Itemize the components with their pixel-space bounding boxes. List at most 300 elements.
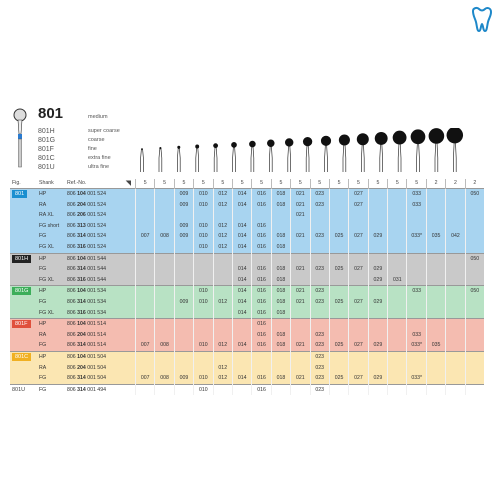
size-cell: 016 <box>252 319 271 330</box>
size-cell: 018 <box>271 297 290 308</box>
table-header-row <box>10 179 484 189</box>
size-cell <box>407 384 426 395</box>
bur-size-icon <box>195 145 199 172</box>
figure-badge: 801G <box>12 287 31 295</box>
ref-part: 001 514 <box>85 331 106 338</box>
pack-quantity: 5 <box>271 179 290 189</box>
size-cell <box>155 308 174 319</box>
size-cell <box>368 200 387 211</box>
size-cell <box>329 308 348 319</box>
fig-cell <box>10 308 39 319</box>
shank-header: Shank <box>39 179 67 189</box>
size-cell: 014 <box>232 308 251 319</box>
size-cell: 018 <box>271 330 290 341</box>
size-cell <box>349 351 368 362</box>
table-row <box>10 373 484 384</box>
size-cell: 007 <box>136 231 155 242</box>
size-cell <box>465 340 484 351</box>
pack-quantity: 5 <box>388 179 407 189</box>
size-cell <box>291 253 310 264</box>
size-cell: 010 <box>194 286 213 297</box>
size-cell: 021 <box>291 297 310 308</box>
pack-icon: ◥ <box>125 180 131 187</box>
ref-part: 806 <box>67 212 78 219</box>
size-cell <box>136 319 155 330</box>
size-cell: 029 <box>368 297 387 308</box>
ref-part: 001 544 <box>85 266 106 273</box>
size-cell: 009 <box>174 221 193 232</box>
size-cell <box>155 189 174 200</box>
size-cell <box>329 221 348 232</box>
pack-quantity: 5 <box>368 179 387 189</box>
pack-quantity: 5 <box>329 179 348 189</box>
size-cell <box>426 242 445 253</box>
size-cell: 010 <box>194 297 213 308</box>
size-cell: 016 <box>252 189 271 200</box>
size-cell <box>446 242 465 253</box>
size-cell: 021 <box>291 286 310 297</box>
bur-size-icon <box>411 129 426 172</box>
size-cell: 009 <box>174 189 193 200</box>
size-cell: 012 <box>213 363 232 374</box>
ref-part: 314 <box>77 375 86 382</box>
bur-size-icon <box>267 140 275 173</box>
size-cell: 050 <box>465 189 484 200</box>
ref-part: 316 <box>77 276 86 283</box>
size-cell <box>136 308 155 319</box>
size-cell <box>407 242 426 253</box>
size-cell: 010 <box>194 200 213 211</box>
shank-cell: FG <box>39 233 47 240</box>
size-cell <box>368 319 387 330</box>
size-cell: 016 <box>252 330 271 341</box>
fig-cell <box>10 319 39 330</box>
size-cell <box>291 242 310 253</box>
size-cell <box>232 351 251 362</box>
size-cell <box>349 363 368 374</box>
shank-cell: HP <box>39 351 67 362</box>
ref-part: 806 <box>67 191 78 197</box>
size-cell <box>465 264 484 275</box>
size-cell: 014 <box>232 231 251 242</box>
size-cell <box>291 275 310 286</box>
size-cell <box>388 319 407 330</box>
size-cell: 016 <box>252 231 271 242</box>
size-cell: 014 <box>232 200 251 211</box>
size-cell <box>388 253 407 264</box>
size-cell <box>194 275 213 286</box>
size-cell: 016 <box>252 242 271 253</box>
size-cell: 016 <box>252 200 271 211</box>
size-cell <box>368 253 387 264</box>
variant-desc: extra fine <box>88 155 111 161</box>
size-cell: 009 <box>174 200 193 211</box>
default-grit: medium <box>88 114 108 120</box>
table-row <box>10 319 484 330</box>
size-cell <box>155 253 174 264</box>
size-cell <box>388 351 407 362</box>
size-cell <box>407 210 426 221</box>
shank-cell: FG <box>39 342 47 349</box>
ref-part: 314 <box>77 386 86 393</box>
size-cell: 021 <box>291 189 310 200</box>
size-cell <box>232 384 251 395</box>
size-cell: 033* <box>407 373 426 384</box>
pack-quantity: 5 <box>174 179 193 189</box>
table-row <box>10 308 484 319</box>
size-cell <box>155 297 174 308</box>
size-cell <box>426 330 445 341</box>
table-row <box>10 297 484 308</box>
table-row <box>10 242 484 253</box>
size-cell <box>291 221 310 232</box>
size-cell: 008 <box>155 340 174 351</box>
shank-cell: RA XL <box>39 212 54 219</box>
size-cell <box>174 308 193 319</box>
size-cell <box>446 373 465 384</box>
ref-part: 104 <box>77 353 86 360</box>
size-cell <box>349 308 368 319</box>
size-cell <box>213 264 232 275</box>
variant-code: 801C <box>38 155 55 162</box>
shank-cell: HP <box>39 286 67 297</box>
variant-desc: fine <box>88 146 97 152</box>
fig-cell <box>10 264 39 275</box>
size-cell <box>426 210 445 221</box>
size-cell <box>232 319 251 330</box>
pack-quantity: 5 <box>252 179 271 189</box>
size-cell <box>368 330 387 341</box>
table-row <box>10 340 484 351</box>
ref-part: 001 534 <box>85 298 106 305</box>
ref-part: 316 <box>77 309 86 316</box>
size-cell <box>465 297 484 308</box>
size-cell <box>368 363 387 374</box>
size-cell <box>155 351 174 362</box>
size-cell <box>136 242 155 253</box>
variant-desc: ultra fine <box>88 164 110 170</box>
ref-part: 314 <box>77 298 86 305</box>
size-cell <box>329 384 348 395</box>
size-cell: 023 <box>310 363 329 374</box>
figure-badge: 801H <box>12 255 31 263</box>
size-cell <box>426 275 445 286</box>
size-cell <box>136 264 155 275</box>
ref-part: 806 <box>67 243 78 250</box>
size-cell: 016 <box>252 297 271 308</box>
size-cell <box>407 351 426 362</box>
size-cell <box>407 363 426 374</box>
size-cell: 029 <box>368 231 387 242</box>
ref-part: 204 <box>77 201 86 208</box>
size-cell <box>155 330 174 341</box>
size-cell <box>232 330 251 341</box>
size-cell <box>252 210 271 221</box>
product-code: 801 <box>38 105 64 122</box>
variant-code: 801F <box>38 146 54 153</box>
bur-size-icon <box>339 134 350 172</box>
size-cell: 014 <box>232 275 251 286</box>
size-cell <box>329 189 348 200</box>
size-cell <box>329 242 348 253</box>
ref-cell <box>67 363 136 374</box>
size-cell <box>465 384 484 395</box>
size-cell <box>213 210 232 221</box>
ref-part: 001 524 <box>85 191 106 197</box>
size-cell: 016 <box>252 308 271 319</box>
ref-part: 206 <box>77 212 86 219</box>
table-row <box>10 286 484 297</box>
size-cell <box>349 242 368 253</box>
size-cell <box>368 221 387 232</box>
size-cell <box>136 275 155 286</box>
size-cell <box>155 363 174 374</box>
size-cell <box>446 253 465 264</box>
size-cell <box>426 264 445 275</box>
pack-quantity: 5 <box>213 179 232 189</box>
ref-part: 204 <box>77 364 86 371</box>
size-cell <box>291 308 310 319</box>
size-cell: 033 <box>407 189 426 200</box>
bur-size-icon <box>393 131 407 172</box>
ref-cell <box>67 242 136 253</box>
size-cell: 025 <box>329 373 348 384</box>
size-cell: 018 <box>271 264 290 275</box>
size-cell <box>155 286 174 297</box>
bur-size-icon <box>231 142 237 172</box>
size-cell <box>213 351 232 362</box>
size-cell <box>465 308 484 319</box>
size-cell: 016 <box>252 373 271 384</box>
size-cell <box>155 264 174 275</box>
size-cell <box>465 210 484 221</box>
bur-size-icon <box>159 147 162 172</box>
size-cell <box>310 275 329 286</box>
size-cell <box>194 363 213 374</box>
size-cell <box>465 221 484 232</box>
size-cell <box>194 351 213 362</box>
size-cell <box>426 373 445 384</box>
size-cell: 016 <box>252 275 271 286</box>
bur-size-icon <box>249 141 256 172</box>
size-cell <box>426 319 445 330</box>
shank-cell: HP <box>39 319 67 330</box>
size-cell: 050 <box>465 253 484 264</box>
size-cell <box>426 286 445 297</box>
size-cell: 023 <box>310 200 329 211</box>
size-cell <box>174 351 193 362</box>
ref-part: 806 <box>67 364 78 371</box>
bur-size-icon <box>213 143 218 172</box>
size-cell <box>388 221 407 232</box>
size-cell <box>388 384 407 395</box>
size-cell <box>291 351 310 362</box>
size-cell <box>465 373 484 384</box>
size-cell <box>155 200 174 211</box>
ref-cell <box>67 286 136 297</box>
ref-cell <box>67 297 136 308</box>
ref-cell <box>67 340 136 351</box>
table-row <box>10 253 484 264</box>
size-cell <box>349 253 368 264</box>
size-cell: 035 <box>426 231 445 242</box>
size-cell <box>155 384 174 395</box>
size-cell <box>426 200 445 211</box>
size-cell <box>446 363 465 374</box>
ref-part: 001 524 <box>85 201 106 208</box>
ref-part: 001 544 <box>85 255 106 262</box>
size-cell <box>310 253 329 264</box>
size-cell <box>291 363 310 374</box>
size-cell <box>388 330 407 341</box>
size-cell <box>388 200 407 211</box>
size-cell <box>194 308 213 319</box>
size-cell: 027 <box>349 297 368 308</box>
bur-size-icon <box>357 133 369 172</box>
size-cell <box>252 363 271 374</box>
size-cell <box>194 210 213 221</box>
ref-part: 104 <box>77 288 86 295</box>
bur-size-icon <box>447 128 464 172</box>
pack-quantity: 5 <box>349 179 368 189</box>
size-cell <box>446 297 465 308</box>
size-cell <box>136 210 155 221</box>
size-cell: 016 <box>252 264 271 275</box>
size-cell <box>213 253 232 264</box>
size-cell: 025 <box>329 297 348 308</box>
size-cell <box>426 363 445 374</box>
variant-code: 801G <box>38 137 56 144</box>
size-cell: 021 <box>291 340 310 351</box>
size-cell <box>465 363 484 374</box>
size-cell <box>368 210 387 221</box>
size-cell: 012 <box>213 189 232 200</box>
shank-cell: FG <box>39 298 47 305</box>
size-cell: 008 <box>155 231 174 242</box>
ref-cell <box>67 319 136 330</box>
size-cell <box>446 308 465 319</box>
ref-part: 806 <box>67 288 78 295</box>
fig-cell <box>10 221 39 232</box>
size-cell: 018 <box>271 231 290 242</box>
size-cell: 012 <box>213 340 232 351</box>
shank-cell: HP <box>39 253 67 264</box>
table-row <box>10 275 484 286</box>
ref-part: 806 <box>67 342 78 349</box>
size-cell: 014 <box>232 221 251 232</box>
size-cell <box>174 242 193 253</box>
bur-size-icon <box>285 138 293 172</box>
size-cell <box>388 286 407 297</box>
size-cell: 009 <box>174 373 193 384</box>
size-cell <box>465 242 484 253</box>
fig-cell <box>10 351 39 362</box>
ref-part: 314 <box>77 266 86 273</box>
size-cell <box>213 384 232 395</box>
ref-cell <box>67 264 136 275</box>
size-cell <box>465 200 484 211</box>
size-cell <box>174 319 193 330</box>
figure-badge: 801C <box>12 353 31 361</box>
size-cell <box>446 264 465 275</box>
fig-header: Fig. <box>10 179 39 189</box>
size-cell <box>407 297 426 308</box>
size-cell <box>174 340 193 351</box>
size-cell: 012 <box>213 373 232 384</box>
size-cell: 014 <box>232 264 251 275</box>
ref-part: 806 <box>67 321 78 328</box>
ref-part: 001 504 <box>85 375 106 382</box>
table-row <box>10 351 484 362</box>
size-cell <box>349 286 368 297</box>
size-cell <box>349 319 368 330</box>
size-cell <box>213 319 232 330</box>
table-row <box>10 189 484 200</box>
ref-part: 806 <box>67 222 78 229</box>
size-cell: 025 <box>329 264 348 275</box>
size-cell: 016 <box>252 286 271 297</box>
table-row <box>10 384 484 395</box>
size-cell <box>136 330 155 341</box>
size-cell: 033* <box>407 340 426 351</box>
size-cell: 023 <box>310 297 329 308</box>
size-cell <box>349 384 368 395</box>
size-cell <box>155 319 174 330</box>
size-cell: 021 <box>291 264 310 275</box>
size-cell: 014 <box>232 242 251 253</box>
ref-part: 104 <box>77 321 86 328</box>
shank-cell: RA <box>39 364 47 371</box>
size-cell <box>388 231 407 242</box>
table-row <box>10 200 484 211</box>
bur-size-icon <box>321 136 331 172</box>
size-cell <box>174 330 193 341</box>
table-row <box>10 264 484 275</box>
size-cell: 012 <box>213 297 232 308</box>
ref-part: 806 <box>67 353 78 360</box>
size-cell: 018 <box>271 286 290 297</box>
size-cell <box>388 297 407 308</box>
size-cell <box>388 242 407 253</box>
fig-cell <box>10 242 39 253</box>
size-cell <box>310 319 329 330</box>
fig-cell <box>10 210 39 221</box>
ref-cell <box>67 351 136 362</box>
ref-cell <box>67 330 136 341</box>
size-cell <box>136 286 155 297</box>
fig-cell <box>10 297 39 308</box>
size-cell <box>446 330 465 341</box>
size-cell <box>388 264 407 275</box>
fig-cell <box>10 340 39 351</box>
size-cell <box>329 363 348 374</box>
size-cell <box>329 319 348 330</box>
size-cell <box>426 297 445 308</box>
fig-cell <box>10 253 39 264</box>
size-cell <box>310 221 329 232</box>
size-cell: 021 <box>291 200 310 211</box>
bur-size-icon <box>375 132 388 172</box>
pack-quantity: 5 <box>155 179 174 189</box>
size-cell <box>310 210 329 221</box>
size-cell <box>174 264 193 275</box>
size-cell <box>446 319 465 330</box>
size-cell <box>368 189 387 200</box>
pack-quantity: 5 <box>291 179 310 189</box>
size-cell <box>426 308 445 319</box>
ref-part: 806 <box>67 331 78 338</box>
size-cell: 010 <box>194 189 213 200</box>
